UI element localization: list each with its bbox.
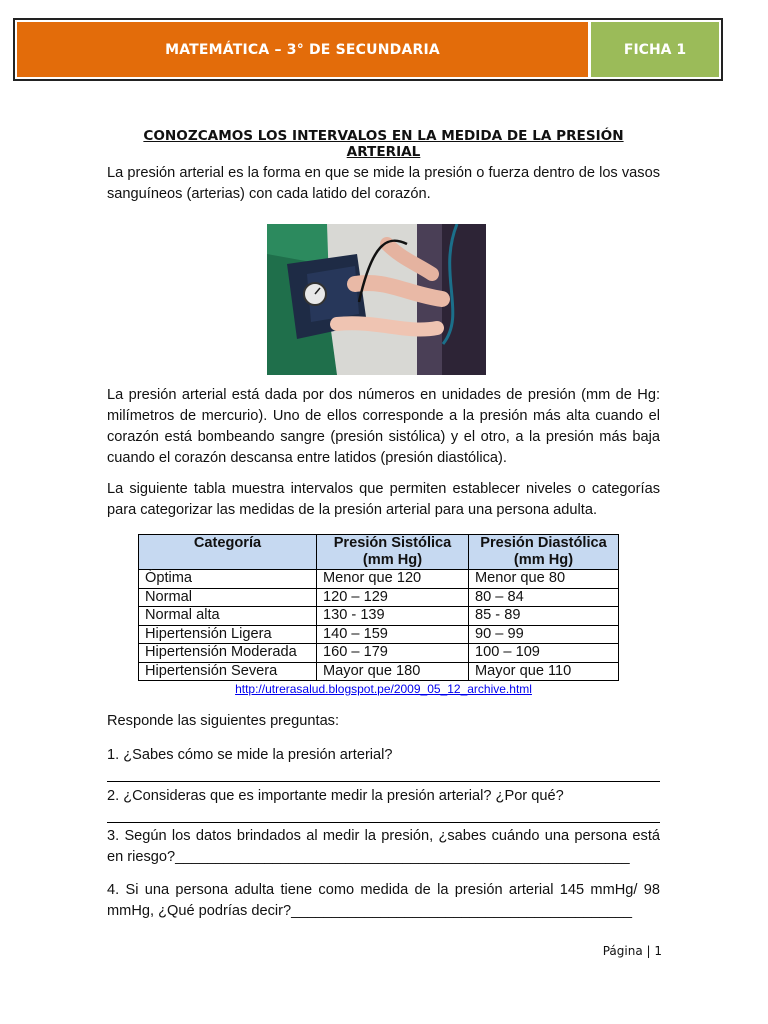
question-4: 4. Si una persona adulta tiene como medida de la presión arterial 145 mmHg/ 98 mmHg, ¿Qué podrías decir?__________________________________________	[107, 882, 660, 919]
table-row	[139, 588, 619, 607]
questions-intro: Responde las siguientes preguntas:	[107, 713, 340, 729]
header-title: MATEMÁTICA – 3° DE SECUNDARIA	[17, 22, 588, 77]
table-intro-paragraph: La siguiente tabla muestra intervalos que permiten establecer niveles o categorías para categorizar las medidas de la presión arterial para una persona adulta.	[107, 481, 660, 518]
category-cell: Normal	[139, 588, 317, 607]
diastolic-cell: Menor que 80	[469, 570, 619, 589]
document-title: CONOZCAMOS LOS INTERVALOS EN LA MEDIDA DE LA PRESIÓN ARTERIAL	[143, 128, 624, 160]
category-cell: Hipertensión Ligera	[139, 625, 317, 644]
intro-paragraph: La presión arterial es la forma en que se mide la presión o fuerza dentro de los vasos sanguíneos (arterias) con cada latido del corazón.	[107, 165, 660, 202]
systolic-cell: 120 – 129	[317, 588, 469, 607]
category-cell: Hipertensión Severa	[139, 662, 317, 681]
diastolic-cell: 85 - 89	[469, 607, 619, 626]
category-cell: Hipertensión Moderada	[139, 644, 317, 663]
question-2: 2. ¿Consideras que es importante medir la presión arterial? ¿Por qué?	[107, 788, 564, 804]
question-3: 3. Según los datos brindados al medir la presión, ¿sabes cuándo una persona está en riesgo?________________________________________________________	[107, 828, 660, 865]
systolic-cell: Menor que 120	[317, 570, 469, 589]
table-row	[139, 625, 619, 644]
table-row	[139, 644, 619, 663]
header-diastolic: Presión Diastólica (mm Hg)	[469, 535, 619, 570]
table-row	[139, 570, 619, 589]
blood-pressure-table	[138, 534, 619, 681]
header-sheet-label: FICHA 1	[591, 22, 719, 77]
diastolic-cell: 100 – 109	[469, 644, 619, 663]
category-cell: Óptima	[139, 570, 317, 589]
systolic-cell: 160 – 179	[317, 644, 469, 663]
category-cell: Normal alta	[139, 607, 317, 626]
explanation-paragraph: La presión arterial está dada por dos números en unidades de presión (mm de Hg: milímetros de mercurio). Uno de ellos corresponde a la presión más alta cuando el corazón está bombeando sangre (presión sistólica) y el otro, a la presión más baja cuando el corazón descansa entre latidos (presión diastólica).	[107, 387, 660, 466]
table-header-row	[139, 535, 619, 570]
systolic-cell: 130 - 139	[317, 607, 469, 626]
systolic-cell: Mayor que 180	[317, 662, 469, 681]
header-banner	[13, 18, 723, 81]
answer-line-1	[107, 781, 660, 782]
diastolic-cell: 80 – 84	[469, 588, 619, 607]
header-systolic: Presión Sistólica (mm Hg)	[317, 535, 469, 570]
page-number: Página | 1	[602, 944, 662, 958]
blood-pressure-photo	[267, 224, 486, 375]
header-category: Categoría	[139, 535, 317, 570]
question-1: 1. ¿Sabes cómo se mide la presión arterial?	[107, 747, 393, 763]
answer-line-2	[107, 822, 660, 823]
table-row	[139, 607, 619, 626]
source-link[interactable]: http://utrerasalud.blogspot.pe/2009_05_12_archive.html	[235, 682, 532, 696]
diastolic-cell: 90 – 99	[469, 625, 619, 644]
diastolic-cell: Mayor que 110	[469, 662, 619, 681]
table-row	[139, 662, 619, 681]
systolic-cell: 140 – 159	[317, 625, 469, 644]
